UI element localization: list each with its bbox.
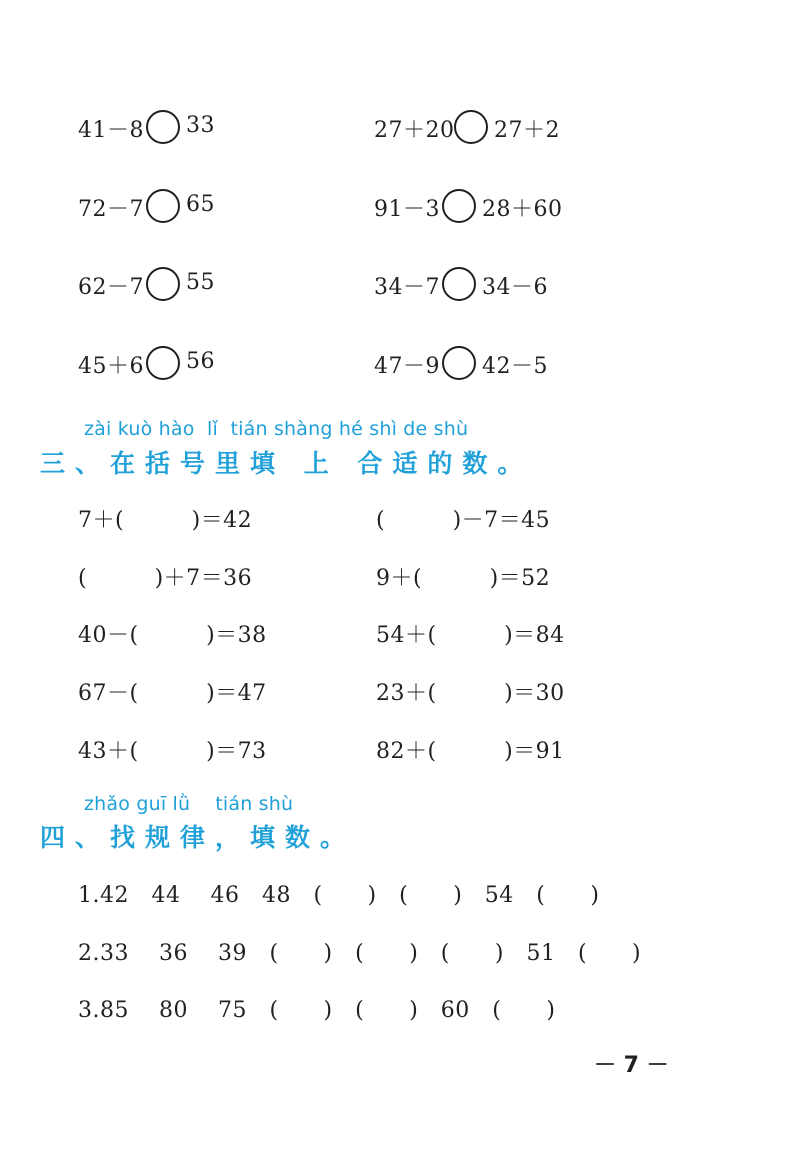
compare-left-expr: 72－7 [78,197,144,222]
sequence-item[interactable]: 3.85 80 75 ( ) ( ) 60 ( ) [78,998,556,1023]
section4-pinyin: zhǎo guī lǜ tián shù [84,793,294,815]
compare-right-expr: 91－3 [374,197,440,222]
compare-circle[interactable] [146,267,180,301]
compare-left-value: 55 [186,270,215,295]
compare-circle[interactable] [442,346,476,380]
fill-item[interactable]: 9＋( )＝52 [376,566,551,591]
fill-item[interactable]: ( )＋7＝36 [78,566,253,591]
fill-item[interactable]: 54＋( )＝84 [376,623,565,648]
compare-circle[interactable] [442,189,476,223]
compare-left-expr: 41－8 [78,118,144,143]
compare-right-expr: 47－9 [374,354,440,379]
section3-pinyin: zài kuò hào lǐ tián shàng hé shì de shù [84,418,469,440]
section3-heading: 三、在括号里填 上 合适的数。 [40,449,533,478]
compare-circle[interactable] [146,346,180,380]
fill-item[interactable]: 82＋( )＝91 [376,739,565,764]
compare-left-expr: 45＋6 [78,354,144,379]
compare-right-value: 42－5 [482,354,548,379]
compare-left-value: 56 [186,349,215,374]
compare-circle[interactable] [146,110,180,144]
compare-right-value: 34－6 [482,275,548,300]
compare-right-expr: 27＋20 [374,118,455,143]
compare-right-expr: 34－7 [374,275,440,300]
fill-item[interactable]: ( )－7＝45 [376,508,551,533]
compare-right-value: 27＋2 [494,118,560,143]
fill-item[interactable]: 43＋( )＝73 [78,739,267,764]
fill-item[interactable]: 23＋( )＝30 [376,681,565,706]
sequence-item[interactable]: 1.42 44 46 48 ( ) ( ) 54 ( ) [78,883,600,908]
section4-heading: 四、找规律，填数。 [40,823,356,852]
fill-item[interactable]: 67－( )＝47 [78,681,267,706]
sequence-item[interactable]: 2.33 36 39 ( ) ( ) ( ) 51 ( ) [78,941,642,966]
fill-item[interactable]: 40－( )＝38 [78,623,267,648]
compare-left-value: 33 [186,113,215,138]
fill-item[interactable]: 7＋( )＝42 [78,508,253,533]
compare-circle[interactable] [454,110,488,144]
compare-circle[interactable] [442,267,476,301]
compare-left-value: 65 [186,192,215,217]
compare-left-expr: 62－7 [78,275,144,300]
compare-circle[interactable] [146,189,180,223]
compare-right-value: 28＋60 [482,197,563,222]
page-number: － 7 － [594,1053,669,1078]
